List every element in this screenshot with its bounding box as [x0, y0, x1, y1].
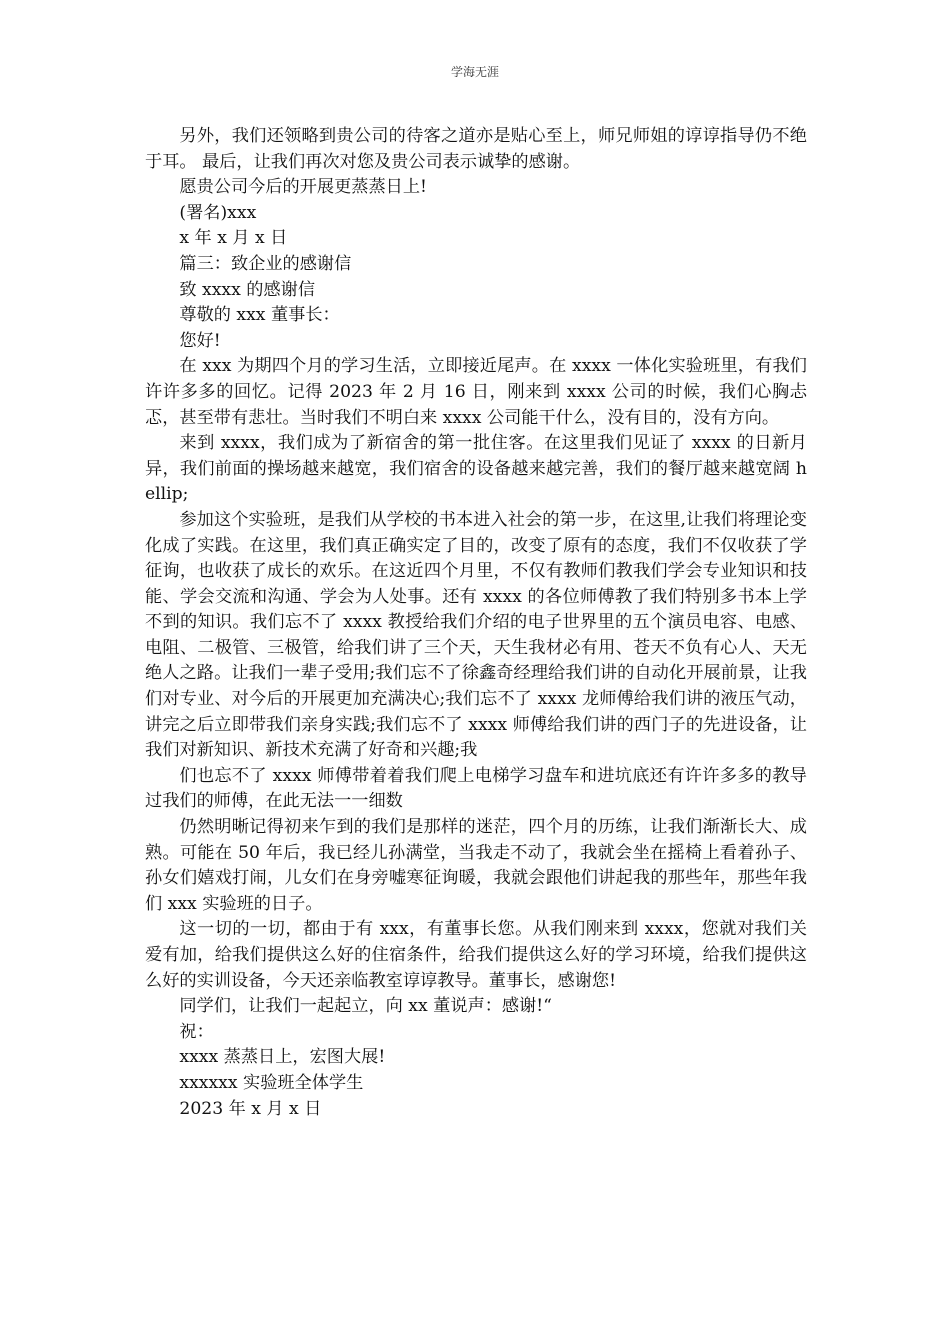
closing-wish: xxxx 蒸蒸日上，宏图大展! — [179, 1047, 386, 1068]
letter-date: 2023 年 x 月 x 日 — [179, 1098, 322, 1119]
paragraph-body: 在 xxx 为期四个月的学习生活，立即接近尾声。在 xxxx 一体化实验班里，有我们许许多多的回忆。记得 2023 年 2 月 16 日，刚来到 xxxx 公司的时候，我们心胸忐忑，甚至带有悲壮。当时我们不明白来 xxxx 公司能干什么，没有目的，没有方向。 — [145, 356, 807, 428]
paragraph-date: x 年 x 月 x 日 — [179, 228, 288, 249]
paragraph-body: 这一切的一切，都由于有 xxx，有董事长您。从我们刚来到 xxxx，您就对我们关爱有加，给我们提供这么好的住宿条件，给我们提供这么好的学习环境，给我们提供这么好的实训设备，今天还亲临教室谆谆教导。董事长，感谢您! — [145, 919, 807, 991]
page-header: 学海无涯 — [450, 65, 499, 79]
paragraph-call-to-thanks: 同学们，让我们一起起立，向 xx 董说声：感谢!“ — [179, 996, 552, 1017]
paragraph-body: 仍然明晰记得初来乍到的我们是那样的迷茫，四个月的历练，让我们渐渐长大、成熟。可能在 50 年后，我已经儿孙满堂，当我走不动了，我就会坐在摇椅上看着孙子、孙女们嬉戏打闹，儿女们在身旁嘘寒征询暖，我就会跟他们讲起我的那些年，那些年我们 xxx 实验班的日子。 — [145, 817, 807, 914]
letter-title: 致 xxxx 的感谢信 — [179, 279, 316, 300]
paragraph-closing-thanks: 另外，我们还领略到贵公司的待客之道亦是贴心至上，师兄师姐的谆谆指导仍不绝于耳。 最后，让我们再次对您及贵公司表示诚挚的感谢。 — [145, 126, 807, 172]
closing-wish-label: 祝： — [179, 1021, 214, 1042]
paragraph-body: 们也忘不了 xxxx 师傅带着着我们爬上电梯学习盘车和进坑底还有许许多多的教导过我们的师傅，在此无法一一细数 — [145, 765, 807, 812]
document-body — [145, 124, 807, 1122]
paragraph-signature: (署名)xxx — [179, 202, 257, 223]
paragraph-body: 参加这个实验班，是我们从学校的书本进入社会的第一步，在这里,让我们将理论变化成了实践。在这里，我们真正确实定了目的，改变了原有的态度，我们不仅收获了学征询，也收获了成长的欢乐。在这近四个月里，不仅有教师们教我们学会专业知识和技能、学会交流和沟通、学会为人处事。还有 xxxx 的各位师傅教了我们特别多书本上学不到的知识。我们忘不了 xxxx 教授给我们介绍的电子世界里的五个演员电容、电感、电阻、二极管、三极管，给我们讲了三个天，天生我材必有用、苍天不负有心人、天无绝人之路。让我们一辈子受用;我们忘不了徐鑫奇经理给我们讲的自动化开展前景，让我们对专业、对今后的开展更加充满决心;我们忘不了 xxxx 龙师傅给我们讲的液压气动，讲完之后立即带我们亲身实践;我们忘不了 xxxx 师傅给我们讲的西门子的先进设备，让我们对新知识、新技术充满了好奇和兴趣;我 — [145, 509, 807, 761]
greeting: 您好! — [179, 330, 221, 351]
paragraph-body: 来到 xxxx，我们成为了新宿舍的第一批住客。在这里我们见证了 xxxx 的日新月异，我们前面的操场越来越宽，我们宿舍的设备越来越完善，我们的餐厅越来越宽阔 hellip; — [145, 433, 807, 505]
paragraph-wish: 愿贵公司今后的开展更蒸蒸日上! — [179, 177, 427, 198]
letter-signature: xxxxxx 实验班全体学生 — [179, 1072, 364, 1093]
section-heading: 篇三：致企业的感谢信 — [179, 253, 352, 274]
salutation: 尊敬的 xxx 董事长： — [179, 305, 340, 326]
